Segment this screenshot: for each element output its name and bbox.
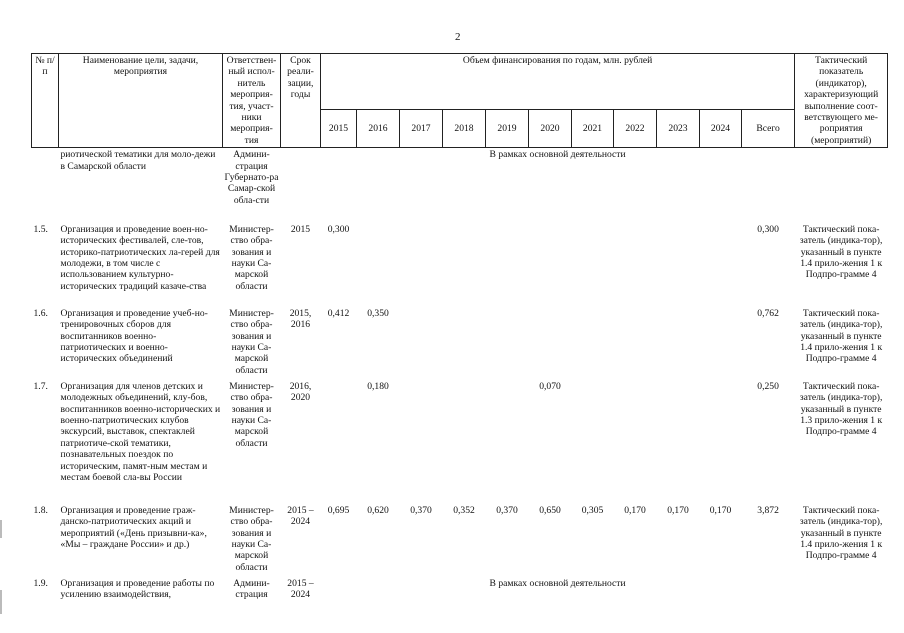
row-total: 3,872 [757,504,779,516]
row-value [572,307,614,380]
row-value [321,380,357,504]
header-indicator: Тактический показатель (индикатор), характеризующий выполнение соот-ветствующего ме-роприятия (мероприятий) [795,54,888,148]
row-term: 2015 – 2024 [287,504,314,528]
row-value [443,380,486,504]
row-value: 0,412 [327,307,350,319]
row-responsible: Министер-ство обра-зования и науки Са-марской области [229,307,274,376]
row-name: риотической тематики для моло-дежи в Самарской области [60,149,216,172]
table-row [32,504,888,577]
row-num: 1.8. [33,504,48,516]
row-indicator: Тактический пока-затель (индика-тор), указанный в пункте 1.3 прило-жения 1 к Подпро-грамме 4 [799,380,883,438]
row-value [486,223,529,307]
header-term: Срок реали-зации, годы [281,54,321,148]
header-name: Наименование цели, задачи, мероприятия [59,54,223,148]
table-row [32,223,888,307]
header-year: 2016 [357,110,400,148]
row-value: 0,352 [453,504,475,516]
row-indicator: Тактический пока-затель (индика-тор), указанный в пункте 1.4 прило-жения 1 к Подпро-грамме 4 [799,504,883,562]
row-value: 0,620 [367,504,389,516]
table-row [32,148,888,223]
header-num: № п/п [32,54,59,148]
row-indicator [795,148,888,223]
header-year: 2020 [529,110,572,148]
header-total: Всего [742,110,795,148]
page-number: 2 [455,31,461,43]
row-name: Организация и проведение работы по усилению взаимодействия, [60,577,215,601]
row-indicator [795,577,888,607]
header-year: 2022 [614,110,657,148]
row-span-text: В рамках основной деятельности [489,577,626,589]
row-value [700,380,742,504]
table-row [32,577,888,607]
row-value [486,307,529,380]
table-row [32,307,888,380]
row-value [529,223,572,307]
header-year: 2023 [657,110,700,148]
row-value: 0,695 [327,504,350,516]
row-value [443,223,486,307]
row-value: 0,350 [367,307,389,319]
row-value [657,223,700,307]
row-value: 0,300 [327,223,350,235]
header-year: 2018 [443,110,486,148]
row-num: 1.5. [33,223,48,235]
row-value [400,380,443,504]
row-responsible: Админи-страция [233,577,270,601]
header-funding: Объем финансирования по годам, млн. рублей [321,54,795,110]
row-total: 0,762 [757,307,779,319]
row-name: Организация для членов детских и молодежных объединений, клу-бов, воспитанников военно-исторических и военно-патриотических клубов экскурсий, выставок, спектаклей патриотиче-ской тематики, познавательных поездок по историческим, памят-ным местам и местам боевой сла-вы России [60,380,221,483]
row-indicator: Тактический пока-затель (индика-тор), указанный в пункте 1.4 прило-жения 1 к Подпро-грамме 4 [799,223,883,281]
row-value: 0,650 [539,504,561,516]
row-value: 0,170 [667,504,689,516]
header-year: 2017 [400,110,443,148]
row-value [657,380,700,504]
row-num [32,148,59,223]
row-value [529,307,572,380]
scan-edge-mark [0,590,2,614]
row-value [614,307,657,380]
row-value: 0,180 [367,380,389,392]
row-value [572,380,614,504]
row-value [700,223,742,307]
row-value [486,380,529,504]
row-value [400,307,443,380]
row-name: Организация и проведение воен-но-исторических фестивалей, сле-тов, историко-патриотических ла-герей для молодежи, в том числе с использованием культурно-исторических традиций казаче-ства [60,223,220,292]
row-name: Организация и проведение учеб-но-тренировочных сборов для воспитанников военно-патриотических и военно-исторических объединений [60,307,208,365]
row-value: 0,170 [624,504,646,516]
row-value [614,380,657,504]
row-term: 2015 – 2024 [287,577,314,601]
header-year: 2015 [321,110,357,148]
row-value [400,223,443,307]
row-value [614,223,657,307]
table-row [32,380,888,504]
row-value: 0,070 [539,380,561,392]
row-total: 0,300 [757,223,779,235]
table-header [32,54,888,148]
header-responsible: Ответствен-ный испол-нитель мероприя-тия, участ-ники мероприя-тия [223,54,281,148]
header-year: 2024 [700,110,742,148]
row-num: 1.9. [33,577,48,589]
row-value [443,307,486,380]
header-year: 2019 [486,110,529,148]
row-responsible: Админи-страция Губернато-ра Самар-ской обла-сти [224,149,279,206]
row-responsible: Министер-ство обра-зования и науки Са-марской области [229,504,274,573]
row-value: 0,305 [581,504,604,516]
row-indicator: Тактический пока-затель (индика-тор), указанный в пункте 1.4 прило-жения 1 к Подпро-грамме 4 [799,307,883,365]
row-value [700,307,742,380]
row-value: 0,170 [709,504,732,516]
row-responsible: Министер-ство обра-зования и науки Са-марской области [229,223,274,292]
row-value [572,223,614,307]
row-value [357,223,400,307]
row-value [657,307,700,380]
row-num: 1.7. [33,380,48,392]
row-term [281,148,321,223]
row-value: 0,370 [496,504,518,516]
row-span-text: В рамках основной деятельности [489,149,626,161]
row-value: 0,370 [410,504,432,516]
row-term: 2015 [290,223,311,235]
scan-edge-mark [0,520,2,538]
row-term: 2015, 2016 [289,307,312,331]
row-term: 2016, 2020 [289,380,312,404]
row-name: Организация и проведение граж-данско-патриотических акций и мероприятий («День призывни-ка», «Мы – граждане России» и др.) [60,504,207,550]
row-num: 1.6. [33,307,48,319]
funding-table [31,53,888,607]
row-responsible: Министер-ство обра-зования и науки Са-марской области [229,380,274,449]
row-total: 0,250 [757,380,779,392]
header-year: 2021 [572,110,614,148]
